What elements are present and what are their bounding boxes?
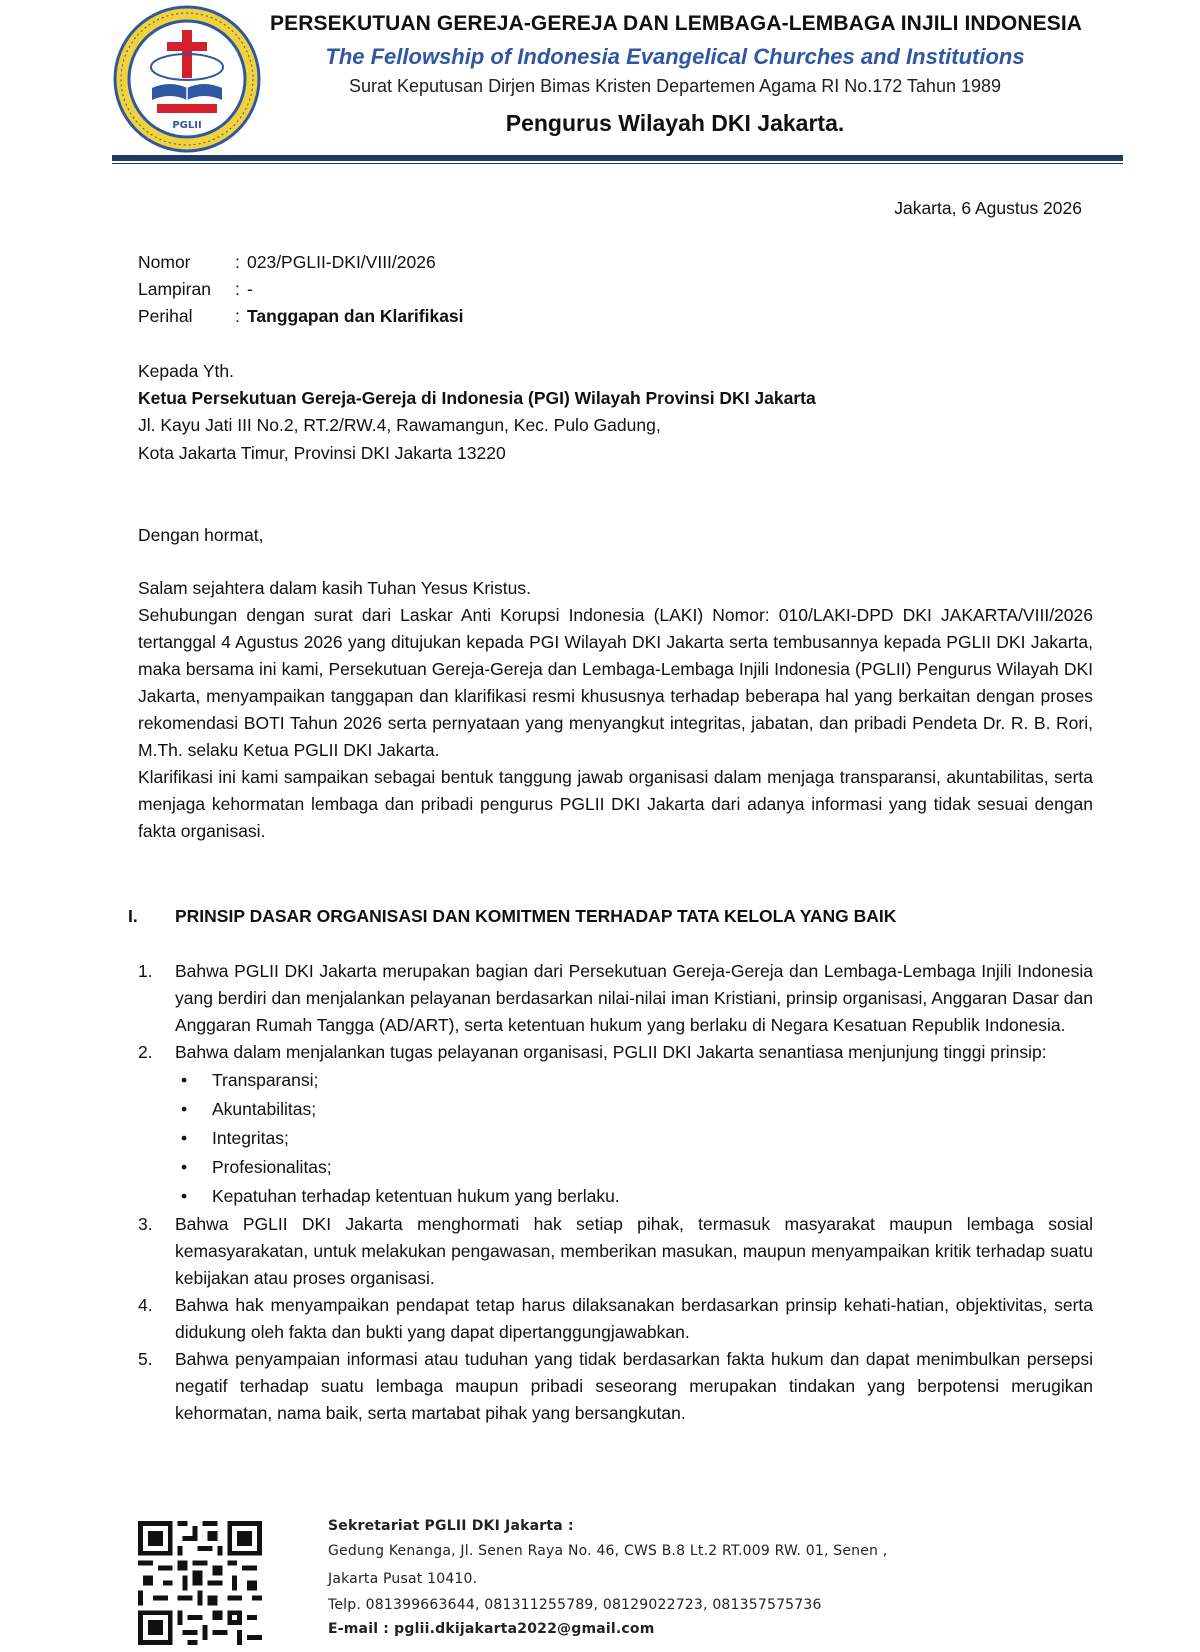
list-item-number: 5.	[138, 1349, 153, 1369]
bullet-text: Profesionalitas;	[212, 1157, 332, 1177]
meta-label: Nomor	[138, 252, 191, 272]
organization-name: PERSEKUTUAN GEREJA-GEREJA DAN LEMBAGA-LEMBAGA INJILI INDONESIA	[270, 12, 1083, 35]
bullet-item	[175, 1095, 1093, 1124]
intro-paragraph: Klarifikasi ini kami sampaikan sebagai bentuk tanggung jawab organisasi dalam menjaga transparansi, akuntabilitas, serta menjaga kehormatan lembaga dan pribadi pengurus PGLII DKI Jakarta dari adanya informasi yang tidak sesuai dengan fakta organisasi.	[138, 767, 1093, 841]
list-item-number: 3.	[138, 1214, 153, 1234]
bullet-item	[175, 1124, 1093, 1153]
bullet-item	[175, 1153, 1093, 1182]
organization-name-en: The Fellowship of Indonesia Evangelical Churches and Institutions	[325, 44, 1025, 69]
letter-date: Jakarta, 6 Agustus 2026	[894, 198, 1082, 218]
bullet-icon: •	[181, 1157, 188, 1177]
bullet-text: Akuntabilitas;	[212, 1099, 317, 1119]
bullet-icon: •	[181, 1070, 188, 1090]
list-item-number: 4.	[138, 1295, 153, 1315]
list-item	[138, 1292, 1093, 1346]
meta-separator: :	[235, 279, 240, 299]
list-item-text: Bahwa penyampaian informasi atau tuduhan yang tidak berdasarkan fakta hukum dan dapat menimbulkan persepsi negatif terhadap suatu lembaga maupun pribadi seseorang merupakan tindakan yang berpotensi merugikan kehormatan, nama baik, serta martabat pihak yang bersangkutan.	[175, 1349, 1093, 1423]
list-item	[138, 1039, 1093, 1211]
bullet-icon: •	[181, 1128, 188, 1148]
meta-label: Perihal	[138, 306, 193, 326]
meta-value: 023/PGLII-DKI/VIII/2026	[247, 252, 436, 272]
intro-paragraph: Salam sejahtera dalam kasih Tuhan Yesus Kristus.	[138, 578, 531, 598]
greeting: Dengan hormat,	[138, 525, 264, 545]
intro-paragraphs	[138, 575, 1093, 845]
list-item-text: Bahwa dalam menjalankan tugas pelayanan organisasi, PGLII DKI Jakarta senantiasa menjunjung tinggi prinsip:	[175, 1042, 1047, 1062]
bullet-text: Transparansi;	[212, 1070, 319, 1090]
list-item	[138, 1346, 1093, 1427]
principles-bullets	[175, 1066, 1093, 1211]
svg-text:PGLII: PGLII	[172, 120, 202, 131]
intro-paragraph: Sehubungan dengan surat dari Laskar Anti Korupsi Indonesia (LAKI) Nomor: 010/LAKI-DPD DKI JAKARTA/VIII/2026 tertanggal 4 Agustus 2026 yang ditujukan kepada PGI Wilayah DKI Jakarta serta tembusannya kepada PGLII DKI Jakarta, maka bersama ini kami, Persekutuan Gereja-Gereja dan Lembaga-Lembaga Injili Indonesia (PGLII) Pengurus Wilayah DKI Jakarta, menyampaikan tanggapan dan klarifikasi resmi khususnya terhadap beberapa hal yang berkaitan dengan proses rekomendasi BOTI Tahun 2026 serta pernyataan yang menyangkut integritas, jabatan, dan pribadi Pendeta Dr. R. B. Rori, M.Th. selaku Ketua PGLII DKI Jakarta.	[138, 605, 1093, 760]
bullet-text: Kepatuhan terhadap ketentuan hukum yang berlaku.	[212, 1186, 620, 1206]
bullet-item	[175, 1182, 1093, 1211]
footer-secretariat: Sekretariat PGLII DKI Jakarta :	[328, 1518, 574, 1534]
list-item	[138, 958, 1093, 1039]
pglii-seal-icon	[112, 4, 262, 154]
recipient-salutation: Kepada Yth.	[138, 361, 235, 381]
board-name: Pengurus Wilayah DKI Jakarta.	[505, 110, 845, 136]
section-number: I.	[128, 906, 138, 926]
bullet-item	[175, 1066, 1093, 1095]
list-item-text: Bahwa PGLII DKI Jakarta menghormati hak setiap pihak, termasuk masyarakat maupun lembaga sosial kemasyarakatan, untuk melakukan pengawasan, memberikan masukan, maupun menyampaikan kritik terhadap suatu kebijakan atau proses organisasi.	[175, 1214, 1093, 1288]
bullet-text: Integritas;	[212, 1128, 289, 1148]
recipient-address-2: Kota Jakarta Timur, Provinsi DKI Jakarta 13220	[138, 443, 506, 463]
list-item-text: Bahwa PGLII DKI Jakarta merupakan bagian dari Persekutuan Gereja-Gereja dan Lembaga-Lembaga Injili Indonesia yang berdiri dan menjalankan pelayanan berdasarkan nilai-nilai iman Kristiani, prinsip organisasi, Anggaran Dasar dan Anggaran Rumah Tangga (AD/ART), serta ketentuan hukum yang berlaku di Negara Kesatuan Republik Indonesia.	[175, 961, 1093, 1035]
bullet-icon: •	[181, 1099, 188, 1119]
letterhead-rule	[112, 155, 1123, 161]
recipient-name: Ketua Persekutuan Gereja-Gereja di Indonesia (PGI) Wilayah Provinsi DKI Jakarta	[138, 388, 816, 408]
list-item	[138, 1211, 1093, 1292]
footer-address-2: Jakarta Pusat 10410.	[328, 1571, 478, 1587]
section-title: PRINSIP DASAR ORGANISASI DAN KOMITMEN TERHADAP TATA KELOLA YANG BAIK	[175, 906, 897, 926]
list-item-number: 2.	[138, 1042, 153, 1062]
footer-email: E-mail : pglii.dkijakarta2022@gmail.com	[328, 1621, 655, 1637]
meta-label: Lampiran	[138, 279, 211, 299]
bullet-icon: •	[181, 1186, 188, 1206]
footer-address-1: Gedung Kenanga, Jl. Senen Raya No. 46, CWS B.8 Lt.2 RT.009 RW. 01, Senen ,	[328, 1543, 888, 1559]
meta-separator: :	[235, 252, 240, 272]
list-item-text: Bahwa hak menyampaikan pendapat tetap harus dilaksanakan berdasarkan prinsip kehati-hatian, objektivitas, serta didukung oleh fakta dan bukti yang dapat dipertanggungjawabkan.	[175, 1295, 1093, 1342]
meta-separator: :	[235, 306, 240, 326]
meta-value: Tanggapan dan Klarifikasi	[247, 306, 464, 326]
footer-phone: Telp. 081399663644, 081311255789, 08129022723, 081357575736	[328, 1597, 822, 1613]
decree-line: Surat Keputusan Dirjen Bimas Kristen Departemen Agama RI No.172 Tahun 1989	[348, 76, 1002, 96]
qr-code-icon	[138, 1521, 262, 1645]
letterhead-rule-thin	[112, 163, 1123, 164]
list-item-number: 1.	[138, 961, 153, 981]
principles-list	[138, 958, 1093, 1427]
meta-value: -	[247, 279, 253, 299]
recipient-address-1: Jl. Kayu Jati III No.2, RT.2/RW.4, Rawamangun, Kec. Pulo Gadung,	[138, 415, 661, 435]
